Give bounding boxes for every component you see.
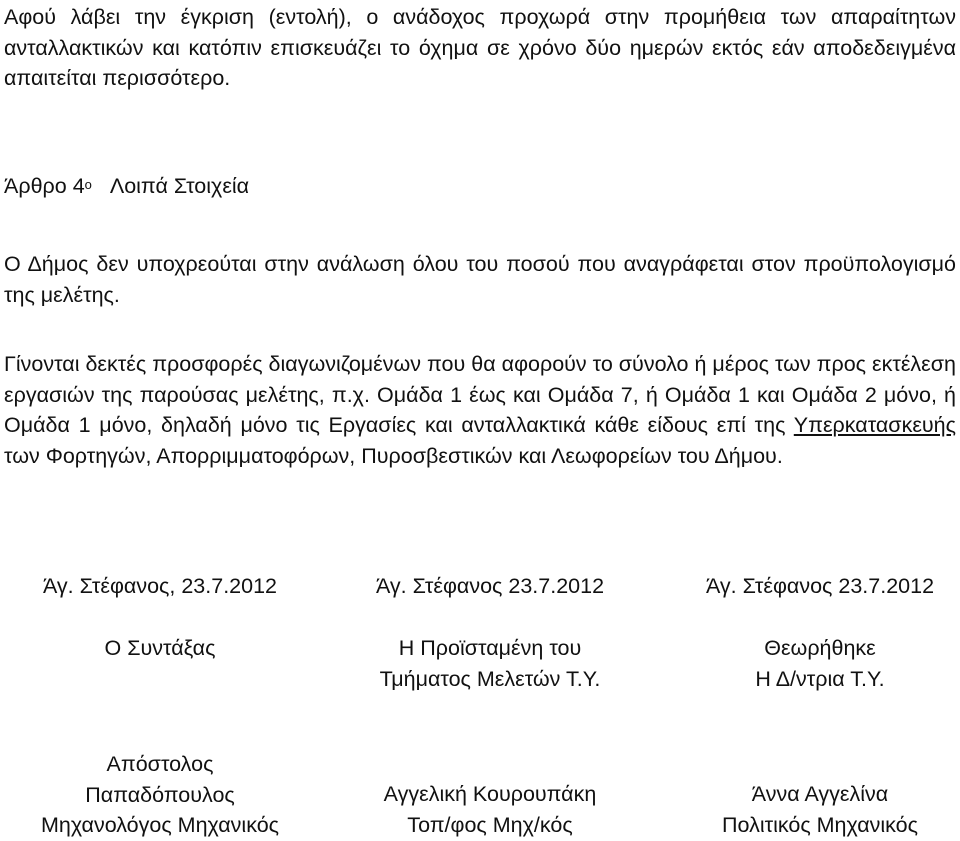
paragraph-budget: Ο Δήμος δεν υποχρεούται στην ανάλωση όλου του ποσού που αναγράφεται στον προϋπολογισμό της μελέτης. — [4, 252, 956, 307]
paragraph-approval: Αφού λάβει την έγκριση (εντολή), ο ανάδοχος προχωρά στην προμήθεια των απαραίτητων ανταλλακτικών και κατόπιν επισκευάζει το όχημα σε χρόνο δύο ημερών εκτός εάν αποδεδειγμένα απαιτείται περισσότερο. — [4, 5, 956, 90]
article-heading — [4, 171, 249, 204]
signature-date-3: Άγ. Στέφανος 23.7.2012 — [705, 574, 935, 598]
article-superscript: ο — [84, 177, 92, 192]
paragraph-offers — [4, 349, 956, 471]
signature-role-2: Η Προϊσταμένη του Τμήματος Μελετών Τ.Υ. — [379, 636, 601, 691]
signature-name-2: Αγγελική Κουρουπάκη Τοπ/φος Μηχ/κός — [383, 782, 597, 837]
offers-text: Γίνονται δεκτές προσφορές διαγωνιζομένων που θα αφορούν το σύνολο ή μέρος των προς εκτέλεση εργασιών της παρούσας μελέτης, π.χ. Ομάδα 1 έως και Ομάδα 7, ή Ομάδα 1 και Ομάδα 2 μόνο, ή Ομάδα 1 μόνο, δηλαδή μόνο τις Εργασίες και ανταλλακτικά κάθε είδους επί της — [4, 352, 956, 437]
signature-name-3: Άννα Αγγελίνα Πολιτικός Μηχανικός — [722, 782, 918, 837]
signature-name-1: Απόστολος Παπαδόπουλος Μηχανολόγος Μηχανικός — [40, 752, 280, 837]
signature-role-1: Ο Συντάξας — [104, 636, 216, 660]
signature-role-3: Θεωρήθηκε Η Δ/ντρια Τ.Υ. — [755, 636, 885, 691]
underlined-term: Υπερκατασκευής — [793, 413, 956, 437]
signature-date-2: Άγ. Στέφανος 23.7.2012 — [375, 574, 605, 598]
offers-text-end: των Φορτηγών, Απορριμματοφόρων, Πυροσβεστικών και Λεωφορείων του Δήμου. — [4, 443, 783, 468]
signature-date-1: Άγ. Στέφανος, 23.7.2012 — [42, 574, 278, 598]
article-number: Άρθρο 4 — [4, 174, 85, 198]
article-title: Λοιπά Στοιχεία — [109, 174, 250, 198]
